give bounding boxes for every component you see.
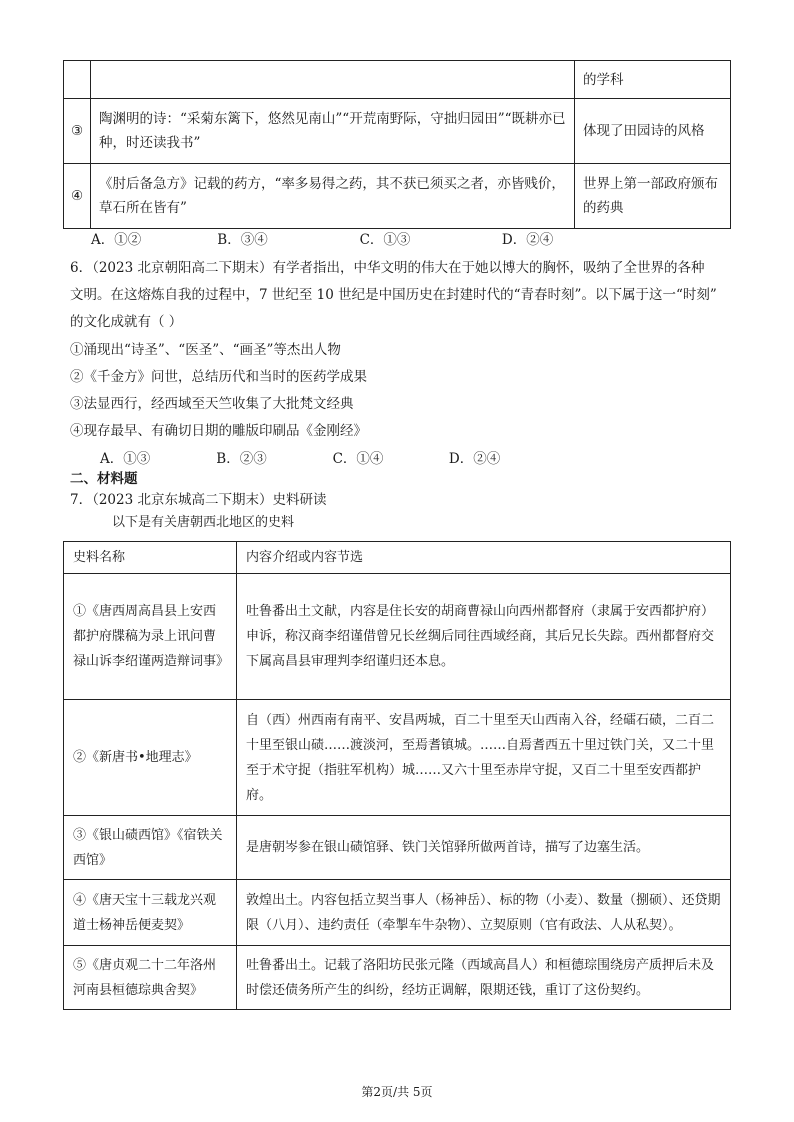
- question-stem: 6．（2023 北京朝阳高二下期末）有学者指出，中华文明的伟大在于她以博大的胸怀，吸纳了全世界的各种: [70, 260, 705, 276]
- option: A．①②: [91, 232, 142, 248]
- row-note: 体现了田园诗的风格: [575, 99, 731, 164]
- source-content: 吐鲁番出土文献，内容是住长安的胡商曹禄山向西州都督府（隶属于安西都护府）申诉，称汉商李绍谨借曾兄长丝绸后同往西域经商，其后兄长失踪。西州都督府交下属高昌县审理判李绍谨归还本息。: [237, 574, 731, 700]
- list-item: ②《千金方》问世，总结历代和当时的医药学成果: [70, 369, 367, 385]
- option: B．②③: [216, 451, 267, 467]
- q6-options: [100, 449, 500, 469]
- row-content: 陶渊明的诗：“采菊东篱下，悠然见南山”“开荒南野际，守拙归园田”“既耕亦已种，时还读我书”: [91, 99, 575, 164]
- source-name: ①《唐西周高昌县上安西都护府牒稿为录上讯问曹禄山诉李绍谨两造辩词事》: [64, 574, 237, 700]
- source-name: ③《银山碛西馆》《宿铁关西馆》: [64, 816, 237, 880]
- page-number: 第2页/共 5页: [361, 1085, 433, 1099]
- option: A．①③: [100, 451, 151, 467]
- table-q5-continued: [63, 60, 731, 229]
- option: C．①④: [332, 451, 384, 467]
- option: B．③④: [217, 232, 268, 248]
- option: D．②④: [448, 451, 501, 467]
- question-stem: 文明。在这熔炼自我的过程中，7 世纪至 10 世纪是中国历史在封建时代的“青春时刻”。以下属于这一“时刻”: [70, 287, 717, 303]
- list-item: ③法显西行，经西域至天竺收集了大批梵文经典: [70, 396, 354, 412]
- row-number: [64, 61, 91, 99]
- column-header: 史料名称: [64, 542, 237, 574]
- section-title: 二、材料题: [70, 471, 138, 487]
- option: D．②④: [501, 232, 554, 248]
- table-sources: [63, 541, 731, 1010]
- question-stem: 的文化成就有（ ）: [70, 314, 183, 330]
- table-caption: 以下是有关唐朝西北地区的史料: [112, 515, 295, 530]
- table-row: [64, 61, 731, 99]
- row-content: [91, 61, 575, 99]
- question-stem: 7．（2023 北京东城高二下期末）史料研读: [70, 492, 327, 508]
- list-item: ①涌现出“诗圣”、“医圣”、“画圣”等杰出人物: [70, 342, 341, 358]
- table-header-row: [64, 542, 731, 574]
- q5-options: [91, 230, 553, 250]
- source-name: ②《新唐书•地理志》: [64, 700, 237, 816]
- table-row: [64, 700, 731, 816]
- source-content: 敦煌出土。内容包括立契当事人（杨神岳）、标的物（小麦）、数量（捌硕）、还贷期限（八月）、违约责任（牵掣车牛杂物）、立契原则（官有政法、人从私契）。: [237, 880, 731, 946]
- row-note: 的学科: [575, 61, 731, 99]
- row-note: 世界上第一部政府颁布的药典: [575, 164, 731, 229]
- source-name: ④《唐天宝十三载龙兴观道士杨神岳便麦契》: [64, 880, 237, 946]
- row-number: ④: [64, 164, 91, 229]
- table-row: [64, 164, 731, 229]
- source-name: ⑤《唐贞观二十二年洛州河南县桓德琮典舍契》: [64, 946, 237, 1010]
- source-content: 自（西）州西南有南平、安昌两城，百二十里至天山西南入谷，经礌石碛，二百二十里至银山碛……渡淡河，至焉耆镇城。……自焉耆西五十里过铁门关，又二十里至于术守捉（指驻军机构）城……又六十里至赤岸守捉，又百二十里至安西都护府。: [237, 700, 731, 816]
- source-content: 是唐朝岑参在银山碛馆驿、铁门关馆驿所做两首诗，描写了边塞生活。: [237, 816, 731, 880]
- table-row: [64, 99, 731, 164]
- table-row: [64, 946, 731, 1010]
- row-number: ③: [64, 99, 91, 164]
- table-row: [64, 816, 731, 880]
- option: C．①③: [359, 232, 411, 248]
- table-row: [64, 880, 731, 946]
- table-row: [64, 574, 731, 700]
- column-header: 内容介绍或内容节选: [237, 542, 731, 574]
- list-item: ④现存最早、有确切日期的雕版印刷品《金刚经》: [70, 423, 367, 439]
- source-content: 吐鲁番出土。记载了洛阳坊民张元隆（西域高昌人）和桓德琮围绕房产质押后未及时偿还债务所产生的纠纷，经坊正调解，限期还钱，重订了这份契约。: [237, 946, 731, 1010]
- row-content: 《肘后备急方》记载的药方，“率多易得之药，其不获已须买之者，亦皆贱价，草石所在皆有”: [91, 164, 575, 229]
